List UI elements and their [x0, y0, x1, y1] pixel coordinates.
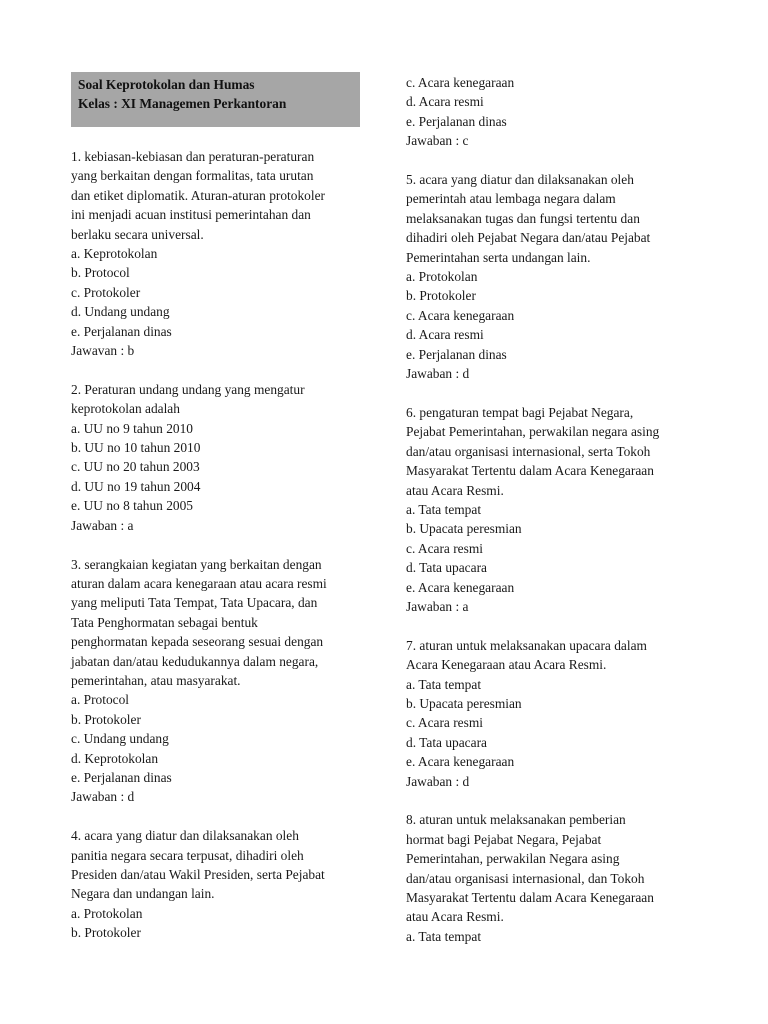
question-line: c. Undang undang [71, 731, 169, 747]
question-line: d. Keprotokolan [71, 750, 159, 766]
question-line: c. Protokoler [71, 284, 141, 300]
question-line: hormat bagi Pejabat Negara, Pejabat [406, 831, 602, 847]
question-line: c. Acara kenegaraan [406, 75, 515, 90]
question-line: panitia negara secara terpusat, dihadiri oleh [71, 847, 304, 863]
question-6 [406, 403, 706, 616]
question-line: Jawaban : d [71, 789, 135, 805]
question-line: atau Acara Resmi. [406, 482, 504, 498]
question-line: Jawavan : b [71, 343, 135, 359]
question-line: a. Protokolan [71, 905, 143, 921]
question-line: ini menjadi acuan institusi pemerintahan dan [71, 207, 311, 223]
question-line: a. Protocol [71, 692, 130, 708]
title-box [71, 72, 360, 127]
question-line: a. Tata tempat [406, 501, 482, 517]
question-line: b. UU no 10 tahun 2010 [71, 440, 201, 456]
question-line: yang berkaitan dengan formalitas, tata urutan [71, 168, 314, 184]
question-line: Jawaban : a [406, 598, 469, 614]
question-line: d. Tata upacara [406, 560, 487, 576]
question-line: aturan dalam acara kenegaraan atau acara resmi [71, 575, 327, 591]
question-line: keprotokolan adalah [71, 401, 180, 417]
question-line: 6. pengaturan tempat bagi Pejabat Negara, [406, 404, 634, 420]
question-line: c. Acara resmi [406, 540, 483, 556]
question-line: c. UU no 20 tahun 2003 [71, 459, 200, 475]
question-line: dihadiri oleh Pejabat Negara dan/atau Pejabat [406, 230, 651, 246]
left-questions [71, 147, 363, 943]
question-4 [71, 826, 363, 942]
question-line: a. Tata tempat [406, 676, 482, 692]
question-1 [71, 147, 363, 360]
question-line: 2. Peraturan undang undang yang mengatur [71, 381, 305, 397]
question-line: berlaku secara universal. [71, 226, 204, 242]
document-title: Soal Keprotokolan dan Humas [78, 77, 255, 92]
question-line: b. Protokoler [406, 288, 476, 304]
question-line: pemerintah atau lembaga negara dalam [406, 191, 616, 207]
question-line: a. UU no 9 tahun 2010 [71, 420, 193, 436]
question-line: atau Acara Resmi. [406, 909, 504, 925]
question-line: yang meliputi Tata Tempat, Tata Upacara, dan [71, 595, 318, 611]
question-line: dan/atau organisasi internasional, dan Tokoh [406, 870, 645, 886]
question-line: a. Protokolan [406, 269, 478, 285]
question-line: Jawaban : d [406, 773, 470, 789]
question-line: 1. kebiasan-kebiasan dan peraturan-peraturan [71, 149, 315, 164]
question-line: b. Upacata peresmian [406, 521, 522, 537]
question-line: d. Undang undang [71, 304, 170, 320]
question-2 [71, 380, 363, 535]
question-line: jabatan dan/atau kedudukannya dalam negara, [71, 653, 319, 669]
question-8 [406, 810, 706, 946]
question-line: a. Keprotokolan [71, 246, 158, 262]
question-line: d. Acara resmi [406, 94, 484, 110]
question-line: b. Upacata peresmian [406, 695, 522, 711]
question-line: 7. aturan untuk melaksanakan upacara dalam [406, 637, 647, 653]
question-line: Masyarakat Tertentu dalam Acara Kenegaraan [406, 463, 654, 479]
question-line: dan/atau organisasi internasional, serta Tokoh [406, 443, 651, 459]
question-line: d. Acara resmi [406, 327, 484, 343]
question-line: d. UU no 19 tahun 2004 [71, 478, 201, 494]
question-line: 8. aturan untuk melaksanakan pemberian [406, 812, 626, 828]
question-line: Negara dan undangan lain. [71, 886, 215, 902]
left-column [71, 72, 363, 943]
question-line: b. Protokoler [71, 925, 141, 941]
question-line: d. Tata upacara [406, 734, 487, 750]
question-line: e. Acara kenegaraan [406, 754, 515, 770]
question-line: e. Perjalanan dinas [406, 113, 507, 129]
question-7 [406, 636, 706, 791]
question-line: pemerintahan, atau masyarakat. [71, 672, 241, 688]
question-line: e. Perjalanan dinas [71, 769, 172, 785]
question-line: 5. acara yang diatur dan dilaksanakan oleh [406, 172, 634, 188]
question-line: Pemerintahan, perwakilan Negara asing [406, 851, 620, 867]
question-line: Pemerintahan serta undangan lain. [406, 249, 591, 265]
question-line: e. UU no 8 tahun 2005 [71, 498, 193, 514]
right-questions [406, 170, 706, 946]
question-3 [71, 555, 363, 807]
question-line: e. Perjalanan dinas [406, 346, 507, 362]
question-line: Acara Kenegaraan atau Acara Resmi. [406, 657, 607, 673]
question-line: Jawaban : a [71, 517, 134, 533]
question-line: c. Acara kenegaraan [406, 307, 515, 323]
right-column [406, 73, 706, 946]
question-line: melaksanakan tugas dan fungsi tertentu dan [406, 210, 640, 226]
question-line: b. Protocol [71, 265, 130, 281]
question-line: e. Perjalanan dinas [71, 323, 172, 339]
question-line: Pejabat Pemerintahan, perwakilan negara asing [406, 424, 660, 440]
question-line: Masyarakat Tertentu dalam Acara Kenegaraan [406, 890, 654, 905]
question-line: Jawaban : d [406, 366, 470, 382]
question-line: Presiden dan/atau Wakil Presiden, serta Pejabat [71, 866, 325, 882]
question-4-continuation [406, 73, 706, 151]
question-5 [406, 170, 706, 383]
question-line: e. Acara kenegaraan [406, 579, 515, 595]
question-line: 3. serangkaian kegiatan yang berkaitan dengan [71, 556, 322, 572]
question-line: c. Acara resmi [406, 715, 483, 731]
question-line: 4. acara yang diatur dan dilaksanakan oleh [71, 828, 299, 844]
question-line: Jawaban : c [406, 133, 469, 149]
question-line: dan etiket diplomatik. Aturan-aturan protokoler [71, 187, 325, 203]
question-line: a. Tata tempat [406, 928, 482, 944]
question-line: penghormatan kepada seseorang sesuai dengan [71, 634, 324, 650]
question-line: Tata Penghormatan sebagai bentuk [71, 614, 258, 630]
question-line: b. Protokoler [71, 711, 141, 727]
document-subtitle: Kelas : XI Managemen Perkantoran [78, 96, 287, 111]
